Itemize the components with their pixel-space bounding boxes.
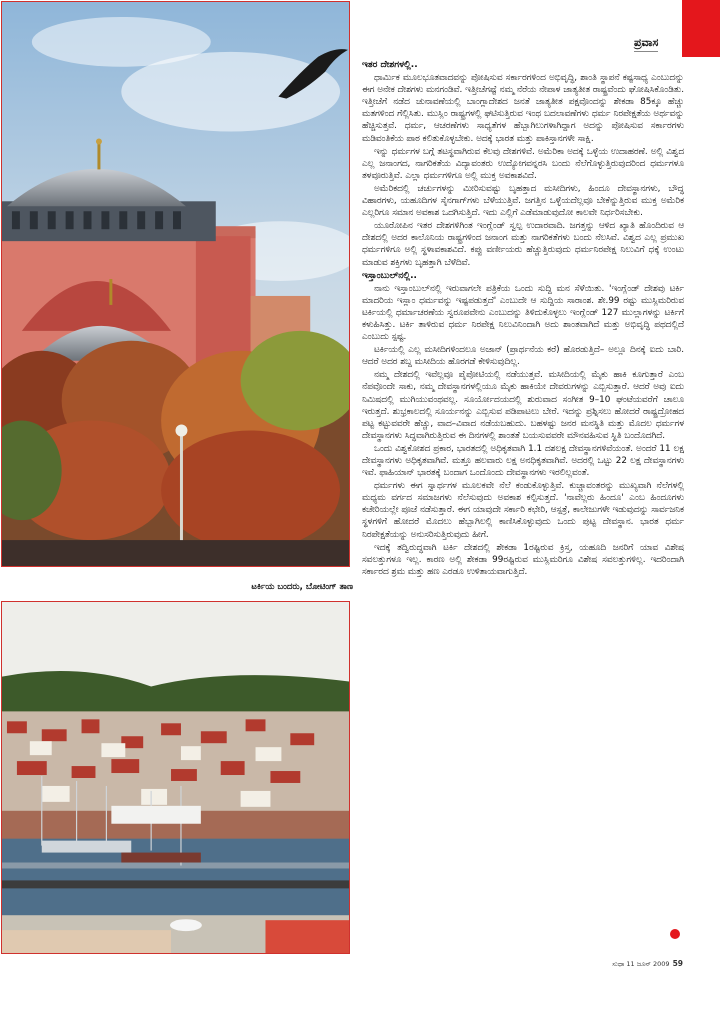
paragraph: ನಾನು ಇಸ್ತಾಂಬುಲ್‌ನಲ್ಲಿ ಇರುವಾಗಲೇ ಪತ್ರಿಕೆಯ ಒಂದು ಸುದ್ದಿ ಮನ ಸೆಳೆಯಿತು. 'ಇಂಗ್ಲೆಂಡ್ ದೇಶವು ಟರ್ಕಿ ಮಾದರಿಯ ಇಸ್ಲಾಂ ಧರ್ಮವನ್ನು ಇಷ್ಟಪಡುತ್ತದೆ' ಎಂಬುದೇ ಆ ಸುದ್ದಿಯ ಸಾರಾಂಶ. ಶೇ.99 ರಷ್ಟು ಮುಸ್ಲಿಮರಿರುವ ಟರ್ಕಿಯಲ್ಲಿ ಧರ್ಮಾಚರಣೆಯ ಸ್ವರೂಪವೇನು ಎಂಬುದನ್ನು ತಿಳಿದುಕೊಳ್ಳಲು ಇಂಗ್ಲೆಂಡ್ 127 ಮುಲ್ಲಾಗಳನ್ನು ಟರ್ಕಿಗೆ ಕಳುಹಿಸಿತ್ತು. ಟರ್ಕಿ ತಾಳಿರುವ ಧರ್ಮ ನಿರಪೇಕ್ಷ ನಿಲುವಿನಿಂದಾಗಿ ಅದು ಶಾಂತವಾಗಿದೆ ಮತ್ತು ಅಭಿವೃದ್ಧಿ ಪಥದಲ್ಲಿದೆ ಎಂಬುದು ಸ್ಪಷ್ಟ. — [362, 283, 684, 343]
page-footer — [598, 959, 683, 969]
photo-hagia-sophia — [1, 1, 350, 567]
paragraph: ನಮ್ಮ ದೇಶದಲ್ಲಿ ಇವೆಲ್ಲವೂ ಪೈಪೋಟಿಯಲ್ಲಿ ನಡೆಯುತ್ತವೆ. ಮಸೀದಿಯಲ್ಲಿ ಮೈಕು ಹಾಕಿ ಕೂಗುತ್ತಾರೆ ಎಂಬ ನೆಪವೊಂದೇ ಸಾಕು, ನಮ್ಮ ದೇವಸ್ಥಾನಗಳಲ್ಲಿಯೂ ಮೈಕು ಹಾಕಿಯೇ ದೇವರುಗಳನ್ನು ಎಬ್ಬಿಸುತ್ತಾರೆ. ಆದರೆ ಅವು ಐದು ನಿಮಿಷದಲ್ಲಿ ಮುಗಿಯುವಂಥವಲ್ಲ. ಸೂರ್ಯೋದಯದಲ್ಲಿ ಶುರುವಾದ ಸಂಗೀತ 9–10 ಘಂಟೆಯವರೆಗೆ ಚಾಲೂ ಇರುತ್ತದೆ. ಶುಭ್ರಕಾಲದಲ್ಲಿ ಸೂರ್ಯನನ್ನು ಎಬ್ಬಿಸುವ ಪಡಿಪಾಟಲು ಬೇರೆ. ಇದನ್ನು ಪ್ರಶ್ನಿಸಲು ಹೋದರೆ ರಾಷ್ಟ್ರದ್ರೋಹದ ಪಟ್ಟ ಕಟ್ಟುವವರೇ ಹೆಚ್ಚು, ವಾದ–ವಿವಾದ ನಡೆಯಬಹುದು. ಬಹಳಷ್ಟು ಜನರ ಮನಸ್ಥಿತಿ ಮತ್ತು ಮೊದಲ ಧರ್ಮಗಳ ದೇವಸ್ಥಾನಗಳು ಸಿದ್ಧವಾಗಿರುತ್ತಿರುವ ಈ ದಿನಗಳಲ್ಲಿ ಶಾಂತತೆ ಬಯಸುವವರೇ ಮೌನವಹಿಸುವ ಸ್ಥಿತಿ ಬಂದೊದಗಿದೆ. — [362, 370, 684, 441]
paragraph: ಇದಕ್ಕೆ ತದ್ವಿರುದ್ಧವಾಗಿ ಟರ್ಕಿ ದೇಶದಲ್ಲಿ ಶೇಕಡಾ 1ರಷ್ಟಿರುವ ಕ್ರಿಸ್ತ, ಯಹೂದಿ ಜನರಿಗೆ ಯಾವ ವಿಶೇಷ ಸವಲತ್ತುಗಳೂ ಇಲ್ಲ. ಕಾರಣ ಅಲ್ಲಿ ಶೇಕಡಾ 99ರಷ್ಟಿರುವ ಮುಸ್ಲಿಮರಿಗೂ ವಿಶೇಷ ಸವಲತ್ತುಗಳಿಲ್ಲ. ಇದರಿಂದಾಗಿ ಸರ್ಕಾರದ ಶ್ರಮ ಮತ್ತು ಹಣ ಎರಡೂ ಉಳಿತಾಯವಾಗುತ್ತಿದೆ. — [362, 542, 684, 577]
article-body — [362, 58, 684, 928]
photo-turkish-harbour — [1, 601, 350, 954]
paragraph: ಯೂರೋಪಿನ ಇತರ ದೇಶಗಳಿಗಿಂತ ಇಂಗ್ಲೆಂಡ್ ಸ್ವಲ್ಪ ಉದಾರವಾದಿ. ಜಗತ್ತನ್ನು ಆಳಿದ ಖ್ಯಾತಿ ಹೊಂದಿರುವ ಆ ದೇಶದಲ್ಲಿ ಅದರ ಕಾಲೊನಿಯ ರಾಷ್ಟ್ರಗಳಿಂದ ಜನಾಂಗ ಮತ್ತು ನಾಗರಿಕತೆಗಳು ಬಂದು ನೆಲಸಿವೆ. ವಿಶ್ವದ ಎಲ್ಲ ಪ್ರಮುಖ ಧರ್ಮಗಳಿಗೂ ಅಲ್ಲಿ ಸ್ಥಳಾವಕಾಶವಿದೆ. ಕಪ್ಪು ವರ್ಣೀಯರು ಹೆಚ್ಚುತ್ತಿರುವುದು ಧರ್ಮನಿರಪೇಕ್ಷ ನಿಲುವಿಗೆ ಧಕ್ಕೆ ಉಂಟು ಮಾಡುವ ಶಕ್ತಿಗಳು ಬೃಹತ್ತಾಗಿ ಬೆಳೆದಿವೆ. — [362, 221, 684, 268]
paragraph: ಅಮೆರಿಕದಲ್ಲಿ ಚರ್ಚುಗಳನ್ನು ಮೀರಿಸುವಷ್ಟು ಬೃಹತ್ತಾದ ಮಸೀದಿಗಳು, ಹಿಂದೂ ದೇವಸ್ಥಾನಗಳು, ಬೌದ್ಧ ವಿಹಾರಗಳು, ಯಹೂದಿಗಳ ಸೈನಗಾಗ್‌ಗಳು ಬೆಳೆಯುತ್ತಿವೆ. ಜಗತ್ತಿನ ಒಳ್ಳೆಯದೆಲ್ಲವೂ ಬೇಕೆನ್ನುತ್ತಿರುವ ಮುಕ್ತ ಅಮೆರಿಕ ಎಲ್ಲರಿಗೂ ಸಮಾನ ಅವಕಾಶ ಒದಗಿಸುತ್ತಿದೆ. ಇದು ಎಲ್ಲಿಗೆ ಎಡೆಮಾಡುವುದೋ ಕಾಲವೇ ನಿರ್ಧರಿಸಬೇಕು. — [362, 183, 684, 219]
page-number: 59 — [672, 959, 683, 968]
paragraph: ಒಂದು ವಿಶ್ವಕೋಶದ ಪ್ರಕಾರ, ಭಾರತದಲ್ಲಿ ಅಧಿಕೃತವಾಗಿ 1.1 ದಶಲಕ್ಷ ದೇವಸ್ಥಾನಗಳಿವೆಯಂತೆ. ಅಂದರೆ 11 ಲಕ್ಷ ದೇವಸ್ಥಾನಗಳು ಅಧಿಕೃತವಾಗಿವೆ. ಮತ್ತೂ ಹಲವಾರು ಲಕ್ಷ ಅನಧಿಕೃತವಾಗಿವೆ. ಅದರಲ್ಲಿ ಒಟ್ಟು 22 ಲಕ್ಷ ದೇವಸ್ಥಾನಗಳು ಇವೆ. ಫಾಹಿಯಾನ್ ಭಾರತಕ್ಕೆ ಬಂದಾಗ ಒಂದೊಂದು ದೇವಸ್ಥಾನಗಳು ಇರಲಿಲ್ಲವಂತೆ. — [362, 443, 684, 479]
subheading-other-countries: ಇತರ ದೇಶಗಳಲ್ಲಿ.. — [362, 60, 418, 70]
photo-harbour-graphic — [2, 602, 349, 953]
section-label: ಪ್ರವಾಸ — [634, 36, 658, 52]
subheading-istanbul: ಇಸ್ತಾಂಬುಲ್‌ನಲ್ಲಿ.. — [362, 270, 417, 281]
section-color-tab — [682, 0, 720, 57]
paragraph: ಧಾರ್ಮಿಕ ಮೂಲಭೂತವಾದವನ್ನು ಪೋಷಿಸುವ ಸರ್ಕಾರಗಳಿಂದ ಅಭಿವೃದ್ಧಿ, ಶಾಂತಿ ಸ್ಥಾಪನೆ ಕಷ್ಟಸಾಧ್ಯ ಎಂಬುದನ್ನು ಈಗ ಅನೇಕ ದೇಶಗಳು ಮನಗಂಡಿವೆ. ಇತ್ತೀಚೆಗಷ್ಟೆ ನಮ್ಮ ನೆರೆಯ ನೇಪಾಳ ಜಾತ್ಯತೀತ ರಾಷ್ಟ್ರವೆಂದು ಘೋಷಿಸಿಕೊಂಡಿತು. ಇತ್ತೀಚೆಗೆ ನಡೆದ ಚುನಾವಣೆಯಲ್ಲಿ ಬಾಂಗ್ಲಾದೇಶದ ಜನತೆ ಜಾತ್ಯತೀತ ಪಕ್ಷವೊಂದನ್ನು ಶೇಕಡಾ 85ಕ್ಕೂ ಹೆಚ್ಚು ಮತಗಳಿಂದ ಗೆಲ್ಲಿಸಿತು. ಮುಸ್ಲಿಂ ರಾಷ್ಟ್ರಗಳಲ್ಲಿ ಘಟಿಸುತ್ತಿರುವ ಇಂಥ ಬದಲಾವಣೆಗಳು ಧರ್ಮ ನಿರಪೇಕ್ಷತೆಯ ಅರ್ಥವನ್ನು ಹೆಚ್ಚಿಸುತ್ತವೆ. ಧರ್ಮ, ಆಚರಣೆಗಳು ಸಾಧ್ಯತೆಗಳ ಹೆಬ್ಬಾಗಿಲುಗಳಾಗಿದ್ದಾಗ ಅದನ್ನು ಪೋಷಿಸುವ ಸರ್ಕಾರಗಳು ಮಡಿವಂತಿಕೆಯ ಪಾಠ ಕಲಿತುಕೊಳ್ಳಬೇಕು. ಅದಕ್ಕೆ ಭಾರತ ಮತ್ತು ಪಾಕಿಸ್ತಾನಗಳೇ ಸಾಕ್ಷಿ. — [362, 73, 684, 144]
end-of-article-dot — [670, 929, 680, 939]
issue-line: ಸುಧಾ 11 ಜೂನ್ 2009 — [612, 960, 670, 968]
paragraph: ಇನ್ನು ಧರ್ಮಗಳ ಬಗ್ಗೆ ತಟಸ್ಥವಾಗಿರುವ ಕೆಲವು ದೇಶಗಳಿವೆ. ಅಮೆರಿಕಾ ಅದಕ್ಕೆ ಒಳ್ಳೆಯ ಉದಾಹರಣೆ. ಅಲ್ಲಿ ವಿಶ್ವದ ಎಲ್ಲ ಜನಾಂಗದ, ನಾಗರಿಕತೆಯ ವಿದ್ಯಾವಂತರು ಉದ್ಯೋಗವನ್ನರಸಿ ಬಂದು ನೆಲೆಗೊಳ್ಳುತ್ತಿರುವುದರಿಂದ ಧರ್ಮಗಳೂ ತಳವೂರುತ್ತಿವೆ. ಎಲ್ಲಾ ಧರ್ಮಗಳಿಗೂ ಅಲ್ಲಿ ಮುಕ್ತ ಅವಕಾಶವಿದೆ. — [362, 146, 684, 181]
photo-hagia-sophia-graphic — [2, 2, 349, 566]
paragraph: ಧರ್ಮಗಳು ಈಗ ಸ್ವಾರ್ಥಗಳ ಮೂಲಕವೇ ನೆಲೆ ಕಂಡುಕೊಳ್ಳುತ್ತಿವೆ. ಕುಚ್ಚಾವಂತರನ್ನು ಮುಖ್ಯವಾಗಿ ನೆಲೆಗಳಲ್ಲಿ ಮಧ್ಯಮ ವರ್ಗದ ಸಮಾಜಗಳು ನೆಲೆಸುವುದು ಅವಕಾಶ ಕಲ್ಪಿಸುತ್ತದೆ. 'ನಾವೆಲ್ಲರು ಹಿಂದೂ' ಎಂಬ ಹಿಂದೂಗಳು ಕಚೇರಿಯಲ್ಲೇ ಪೂಜೆ ನಡೆಸುತ್ತಾರೆ. ಈಗ ಯಾವುದೇ ಸರ್ಕಾರಿ ಕಛೇರಿ, ಆಸ್ಪತ್ರೆ, ಕಾಲೇಜುಗಳೇ ಇಡುವುದನ್ನು ಸಾರ್ವಜನಿಕ ಸ್ಥಳಗಳಿಗೆ ಹೋದರೆ ಮೊದಲು ಹೆಬ್ಬಾಗಿಲಲ್ಲಿ ಕಾಣಿಸಿಕೊಳ್ಳುವುದು ಒಂದು ಪುಟ್ಟ ದೇವಸ್ಥಾನ. ಭಾರತ ಧರ್ಮ ನಿರಪೇಕ್ಷತೆಯನ್ನು ಅನುಸರಿಸುತ್ತಿರುವುದು ಹೀಗೆ. — [362, 481, 684, 540]
photo-caption: ಟರ್ಕಿಯ ಬಂದರು, ಬೋಟಿಂಗ್ ತಾಣ — [251, 582, 353, 592]
paragraph: ಟರ್ಕಿಯಲ್ಲಿ ಎಲ್ಲ ಮಸೀದಿಗಳಿಂದಲೂ ಅಜಾನ್ (ಪ್ರಾರ್ಥನೆಯ ಕರೆ) ಹೊರಡುತ್ತಿದೆ– ಅಲ್ಲೂ ದಿನಕ್ಕೆ ಐದು ಬಾರಿ. ಆದರೆ ಅದರ ಶಬ್ದ ಮಸೀದಿಯ ಹೊರಗಡೆ ಕೇಳಿಸುವುದಿಲ್ಲ. — [362, 345, 684, 368]
